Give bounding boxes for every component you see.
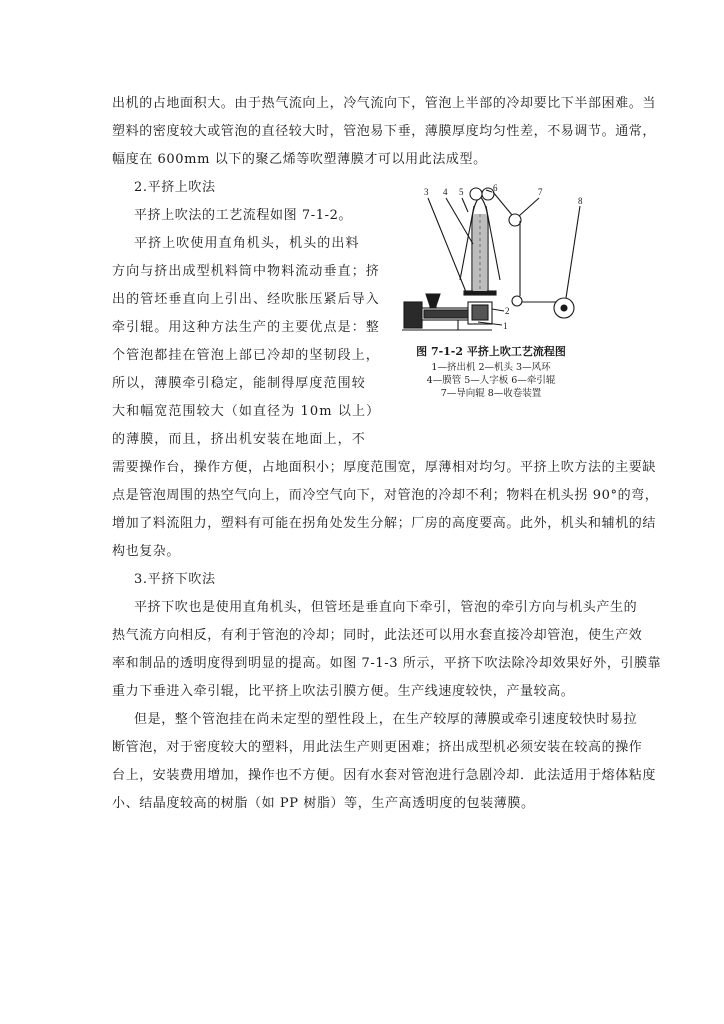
paragraph-line: 点是管泡周围的热空气向上，而冷空气向下，对管泡的冷却不利；物料在机头拐 90°的弯， [112,488,659,503]
paragraph-line: 热气流方向相反，有利于管泡的冷却；同时，此法还可以用水套直接冷却管泡，使生产效 [112,628,643,643]
paragraph-line: 台上，安装费用增加，操作也不方便。因有水套对管泡进行急剧冷却．此法适用于熔体粘度 [112,768,657,783]
figure-caption-line: 1—挤出机 2—机头 3—风环 [431,362,551,373]
figure-label: 5 [459,187,464,197]
figure-label: 4 [443,187,448,197]
paragraph-line: 构也复杂。 [112,544,181,559]
figure-caption-title: 图 7-1-2 平挤上吹工艺流程图 [416,345,566,358]
figure-caption-line: 4—膜管 5—人字板 6—牵引辊 [426,375,556,386]
figure-caption-line: 7—导向辊 8—收卷装置 [440,388,542,399]
paragraph-line: 塑料的密度较大或管泡的直径较大时，管泡易下垂，薄膜厚度均匀性差，不易调节。通常， [112,124,657,139]
paragraph-line: 个管泡都挂在管泡上部已冷却的坚韧段上， [112,348,380,363]
paragraph-line: 平挤上吹使用直角机头，机头的出料 [134,236,360,251]
paragraph-line: 出机的占地面积大。由于热气流向上，冷气流向下，管泡上半部的冷却要比下半部困难。当 [112,96,657,111]
paragraph-line: 平挤上吹法的工艺流程如图 7-1-2。 [134,208,353,223]
figure-label: 7 [538,187,543,197]
paragraph-line: 的薄膜，而且，挤出机安装在地面上，不 [112,432,366,447]
section-heading: 2.平挤上吹法 [134,180,216,195]
paragraph-line: 平挤下吹也是使用直角机头，但管坯是垂直向下牵引，管泡的牵引方向与机头产生的 [134,600,638,615]
paragraph-line: 但是，整个管泡挂在尚未定型的塑性段上，在生产较厚的薄膜或牵引速度较快时易拉 [134,712,638,727]
figure-label: 3 [424,187,429,197]
figure-label: 1 [503,321,508,331]
paragraph-line: 率和制品的透明度得到明显的提高。如图 7-1-3 所示，平挤下吹法除冷却效果好外，引膜靠 [112,656,662,671]
process-flow-diagram [396,184,586,340]
paragraph-line: 所以，薄膜牵引稳定，能制得厚度范围较 [112,376,366,391]
paragraph-line: 小、结晶度较高的树脂（如 PP 树脂）等，生产高透明度的包装薄膜。 [112,796,535,811]
paragraph-line: 重力下垂进入牵引辊，比平挤上吹法引膜方便。生产线速度较快，产量较高。 [112,684,575,699]
paragraph-line: 方向与挤出成型机料筒中物料流动垂直；挤 [112,264,380,279]
paragraph-line: 需要操作台，操作方便，占地面积小；厚度范围宽，厚薄相对均匀。平挤上吹方法的主要缺 [112,460,657,475]
figure-label: 2 [505,306,510,316]
section-heading: 3.平挤下吹法 [134,572,216,587]
paragraph-line: 断管泡，对于密度较大的塑料，用此法生产则更困难；挤出成型机必须安装在较高的操作 [112,740,643,755]
figure-label: 8 [578,196,583,206]
figure-label: 6 [493,184,498,193]
paragraph-line: 大和幅宽范围较大（如直径为 10m 以上） [112,404,381,419]
paragraph-line: 出的管坯垂直向上引出、经吹胀压紧后导入 [112,292,380,307]
paragraph-line: 增加了料流阻力，塑料有可能在拐角处发生分解；厂房的高度要高。此外，机头和辅机的结 [112,516,657,531]
paragraph-line: 幅度在 600mm 以下的聚乙烯等吹塑薄膜才可以用此法成型。 [112,152,487,167]
paragraph-line: 牵引辊。用这种方法生产的主要优点是：整 [112,320,380,335]
